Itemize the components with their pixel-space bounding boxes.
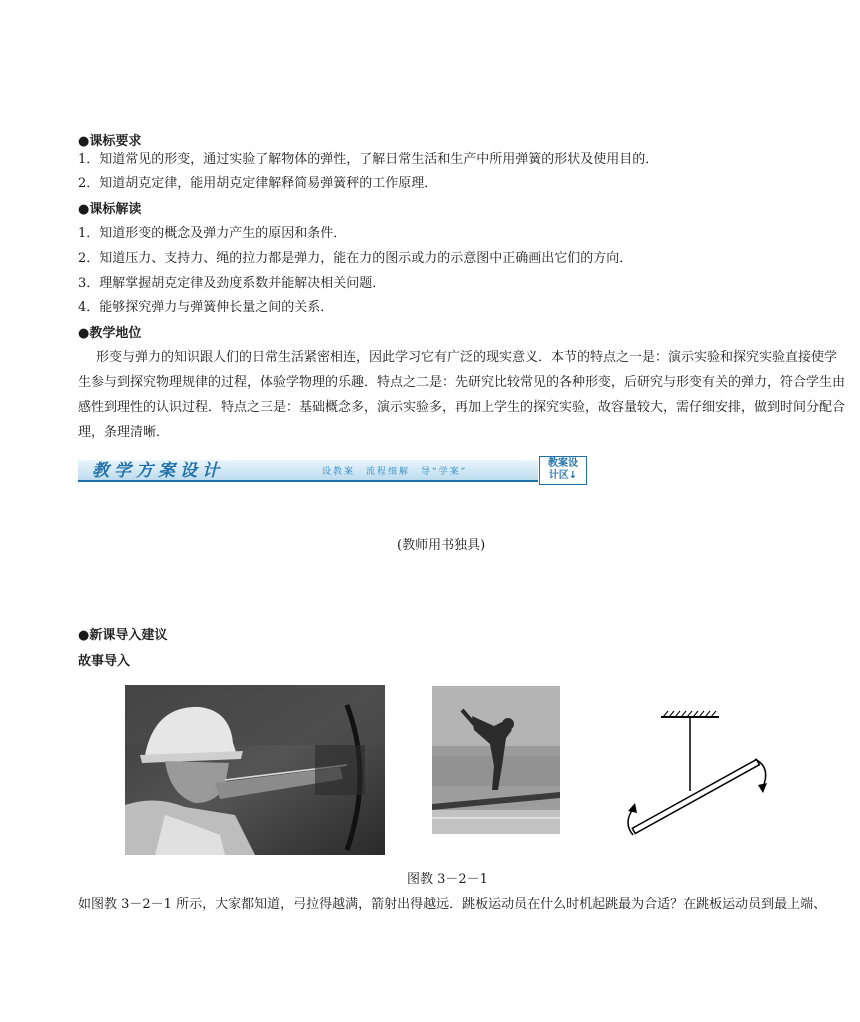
teacher-edition-note: (教师用书独具): [397, 538, 486, 553]
standards-item-1: 1．知道常见的形变，通过实验了解物体的弹性，了解日常生活和生产中所用弹簧的形状及使用目的．: [78, 152, 659, 167]
interpretation-item-4: 4．能够探究弹力与弹簧伸长量之间的关系．: [78, 300, 334, 315]
interpretation-item-3: 3．理解掌握胡克定律及劲度系数并能解决相关问题．: [78, 276, 386, 291]
hanging-rod-diagram: [615, 705, 775, 845]
body-paragraph: 如图教 3－2－1 所示，大家都知道，弓拉得越满，箭射出得越远．跳板运动员在什么时机起跳最为合适？在跳板运动员到最上端、: [78, 897, 827, 912]
status-paragraph-line-4: 理，条理清晰．: [78, 425, 170, 440]
diver-photo: [432, 686, 560, 834]
status-paragraph-line-2: 生参与到探究物理规律的过程，体验学物理的乐趣．特点之二是：先研究比较常见的各种形变，后研究与形变有关的弹力，符合学生由: [78, 375, 846, 390]
section-heading-interpretation: ●课标解读: [78, 202, 142, 217]
archer-photo: [125, 685, 385, 855]
section-heading-intro: ●新课导入建议: [78, 628, 168, 643]
banner-box: [539, 456, 587, 485]
figure-caption: 图教 3－2－1: [407, 872, 488, 887]
standards-item-2: 2．知道胡克定律，能用胡克定律解释简易弹簧秤的工作原理．: [78, 176, 438, 191]
section-banner: [78, 456, 590, 486]
status-paragraph-line-3: 感性到理性的认识过程．特点之三是：基础概念多，演示实验多，再加上学生的探究实验，故容量较大，需仔细安排，做到时间分配合: [78, 400, 846, 415]
banner-subtitle: 设教案 流程细解 导“学案”: [322, 467, 468, 477]
interpretation-item-2: 2．知道压力、支持力、绳的拉力都是弹力，能在力的图示或力的示意图中正确画出它们的方向．: [78, 251, 633, 266]
banner-title: 教学方案设计: [92, 461, 224, 481]
banner-box-line-2: 计区↓: [548, 470, 578, 481]
status-paragraph-line-1: 形变与弹力的知识跟人们的日常生活紧密相连，因此学习它有广泛的现实意义．本节的特点之一是：演示实验和探究实验直接使学: [96, 350, 838, 365]
intro-subheading: 故事导入: [78, 654, 131, 669]
interpretation-item-1: 1．知道形变的概念及弹力产生的原因和条件．: [78, 226, 347, 241]
section-heading-standards: ●课标要求: [78, 134, 142, 149]
banner-box-line-1: 教案设: [548, 458, 578, 469]
section-heading-status: ●教学地位: [78, 326, 142, 341]
